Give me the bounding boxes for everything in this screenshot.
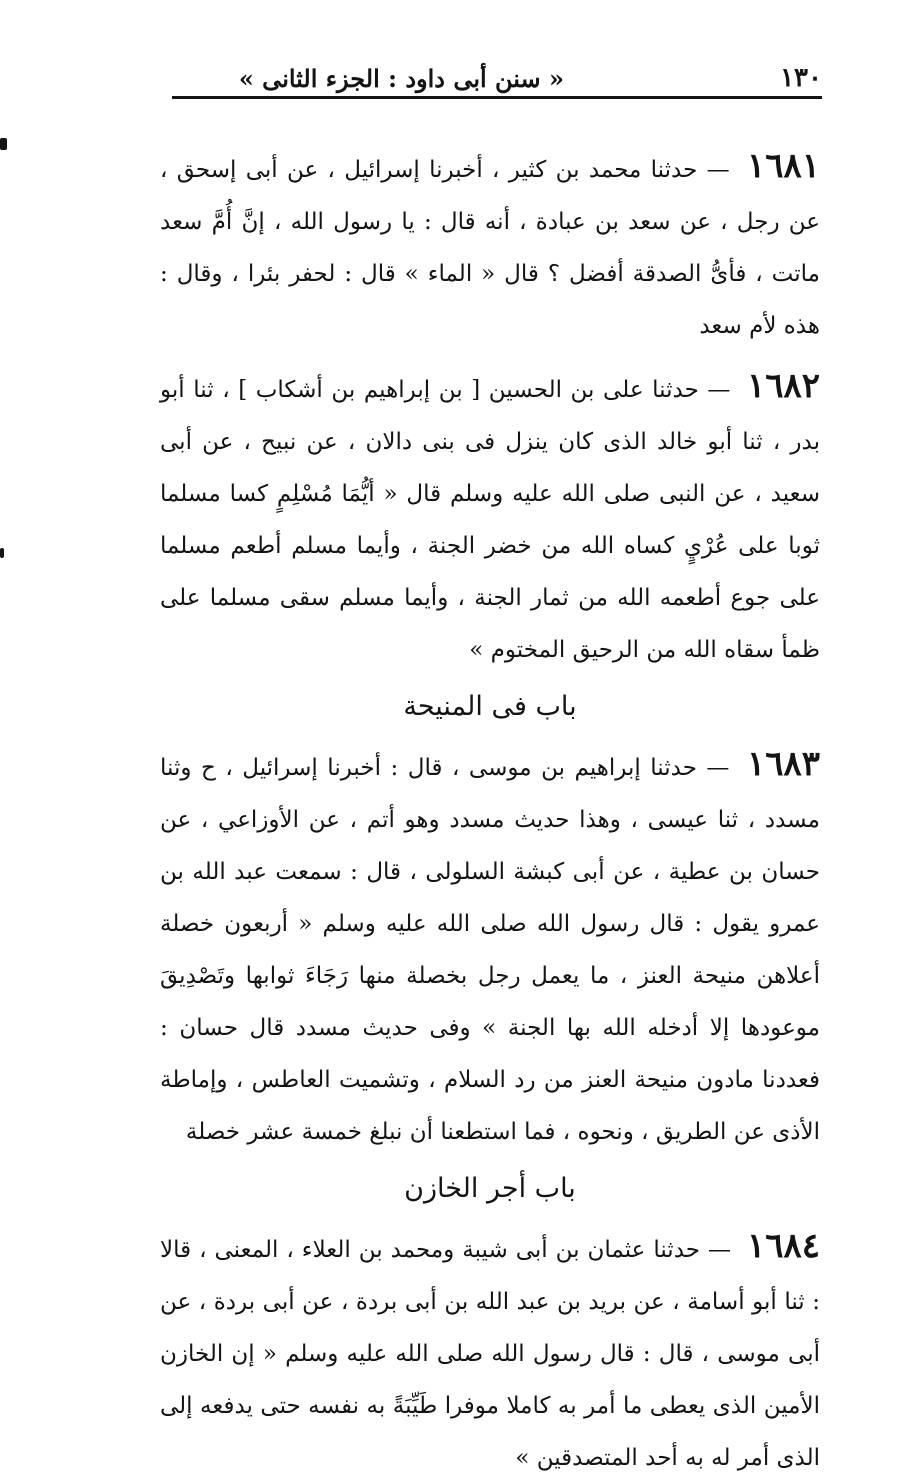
hadith-1684 — [160, 1220, 820, 1484]
hadith-1682 — [160, 360, 820, 676]
margin-mark — [0, 138, 7, 150]
running-title: « سنن أبى داود : الجزء الثانى » — [238, 64, 564, 93]
page-number: ١٣٠ — [780, 63, 822, 93]
hadith-text: — حدثنا عثمان بن أبى شيبة ومحمد بن العلاء ، المعنى ، قالا : ثنا أبو أسامة ، عن بريد بن عبد الله بن أبى بردة ، عن أبى بردة ، عن أبى موسى ، قال : قال رسول الله صلى الله عليه وسلم « إن الخازن الأمين الذى يعطى ما أمر به كاملا موفرا طَيِّبَةً به نفسه حتى يدفعه إلى الذى أمر له به أحد المتصدقين » — [160, 1237, 820, 1471]
hadith-number: ١٦٨٣ — [746, 744, 821, 784]
header-rule — [172, 96, 822, 99]
hadith-1681 — [160, 140, 820, 352]
chapter-title: باب أجر الخازن — [404, 1173, 576, 1204]
hadith-number: ١٦٨٢ — [746, 366, 821, 406]
hadith-number: ١٦٨١ — [746, 146, 820, 186]
hadith-text: — حدثنا إبراهيم بن موسى ، قال : أخبرنا إسرائيل ، ح وثنا مسدد ، ثنا عيسى ، وهذا حديث مسدد وهو أتم ، عن الأوزاعي ، عن حسان بن عطية ، عن أبى كبشة السلولى ، قال : سمعت عبد الله بن عمرو يقول : قال رسول الله صلى الله عليه وسلم « أربعون خصلة أعلاهن منيحة العنز ، ما يعمل رجل بخصلة منها رَجَاءَ ثوابها وتَصْدِيقَ موعودها إلا أدخله الله بها الجنة » وفى حديث مسدد قال حسان : فعددنا مادون منيحة العنز من رد السلام ، وتشميت العاطس ، وإماطة الأذى عن الطريق ، ونحوه ، فما استطعنا أن نبلغ خمسة عشر خصلة — [160, 755, 820, 1145]
hadith-text: — حدثنا على بن الحسين [ بن إبراهيم بن أشكاب ] ، ثنا أبو بدر ، ثنا أبو خالد الذى كان ينزل فى بنى دالان ، عن نبيح ، عن أبى سعيد ، عن النبى صلى الله عليه وسلم قال « أيُّمَا مُسْلِمٍ كسا مسلما ثوبا على عُرْيٍ كساه الله من خضر الجنة ، وأيما مسلم أطعم مسلما على جوع أطعمه الله من ثمار الجنة ، وأيما مسلم سقى مسلما على ظمأ سقاه الله من الرحيق المختوم » — [160, 377, 820, 663]
hadith-1683 — [160, 738, 820, 1158]
page-body — [160, 140, 820, 1484]
margin-mark — [0, 548, 4, 558]
hadith-number: ١٦٨٤ — [746, 1226, 821, 1266]
chapter-title: باب فى المنيحة — [403, 691, 577, 722]
running-header — [172, 58, 822, 98]
hadith-text: — حدثنا محمد بن كثير ، أخبرنا إسرائيل ، عن أبى إسحق ، عن رجل ، عن سعد بن عبادة ، أنه قال : يا رسول الله ، إنَّ أُمَّ سعد ماتت ، فأىُّ الصدقة أفضل ؟ قال « الماء » قال : لحفر بئرا ، وقال : هذه لأم سعد — [160, 157, 820, 339]
